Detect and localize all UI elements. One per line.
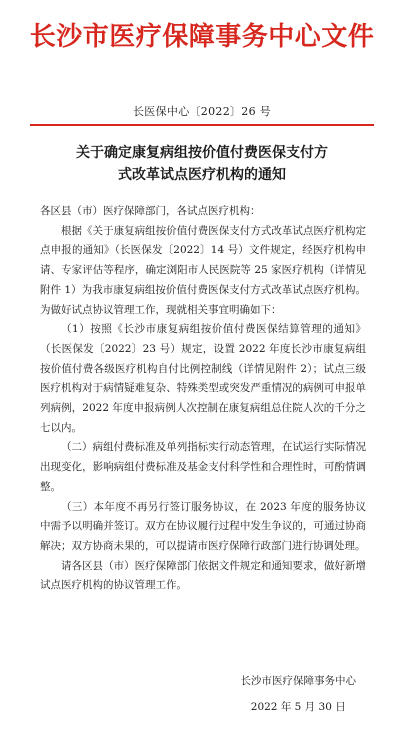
signature-block	[241, 668, 357, 720]
paragraph-item-1: （1）按照《长沙市康复病组按价值付费医保结算管理的通知》（长医保发〔2022〕23 号）规定，设置 2022 年度长沙市康复病组按价值付费各级医疗机构自付比例控制线（详情见附件 2）；试点三级医疗机构对于病情疑难复杂、特殊类型或突发严重情况的病例可申报单列病例，2022 年度申报病例人次控制在康复病组总住院人次的千分之七以内。	[40, 323, 366, 434]
paragraph-closing: 请各区县（市）医疗保障部门依据文件规定和通知要求，做好新增试点医疗机构的协议管理工作。	[40, 559, 366, 592]
signature-organization: 长沙市医疗保障事务中心	[240, 675, 356, 687]
signature-date: 2022 年 5 月 30 日	[250, 701, 346, 713]
salutation: 各区县（市）医疗保障部门，各试点医疗机构：	[40, 205, 261, 217]
document-number: 长医保中心〔2022〕26 号	[133, 105, 271, 118]
document-body	[40, 202, 366, 596]
paragraph-item-3: （三）本年度不再另行签订服务协议，在 2023 年度的服务协议中需予以明确并签订。双方在协议履行过程中发生争议的，可通过协商解决；双方协商未果的，可以提请市医疗保障行政部门进行协调处理。	[40, 500, 366, 552]
document-title-line-1: 关于确定康复病组按价值付费医保支付方	[76, 145, 328, 161]
paragraph-item-2: （二）病组付费标准及单列指标实行动态管理，在试运行实际情况出现变化，影响病组付费标准及基金支付科学性和合理性时，可酌情调整。	[40, 441, 366, 493]
document-title	[40, 142, 364, 186]
document-title-line-2: 式改革试点医疗机构的通知	[118, 167, 286, 183]
red-divider-line	[30, 124, 374, 126]
paragraph-intro: 根据《关于康复病组按价值付费医保支付方式改革试点医疗机构定点申报的通知》（长医保发〔2022〕14 号）文件规定，经医疗机构申请、专家评估等程序，确定浏阳市人民医院等 25 家医疗机构（详情见附件 1）为我市康复病组按价值付费医保支付方式改革试点医疗机构。为做好试点协议管理工作，现就相关事宜明确如下：	[40, 224, 366, 316]
red-header-title: 长沙市医疗保障事务中心文件	[29, 22, 375, 52]
